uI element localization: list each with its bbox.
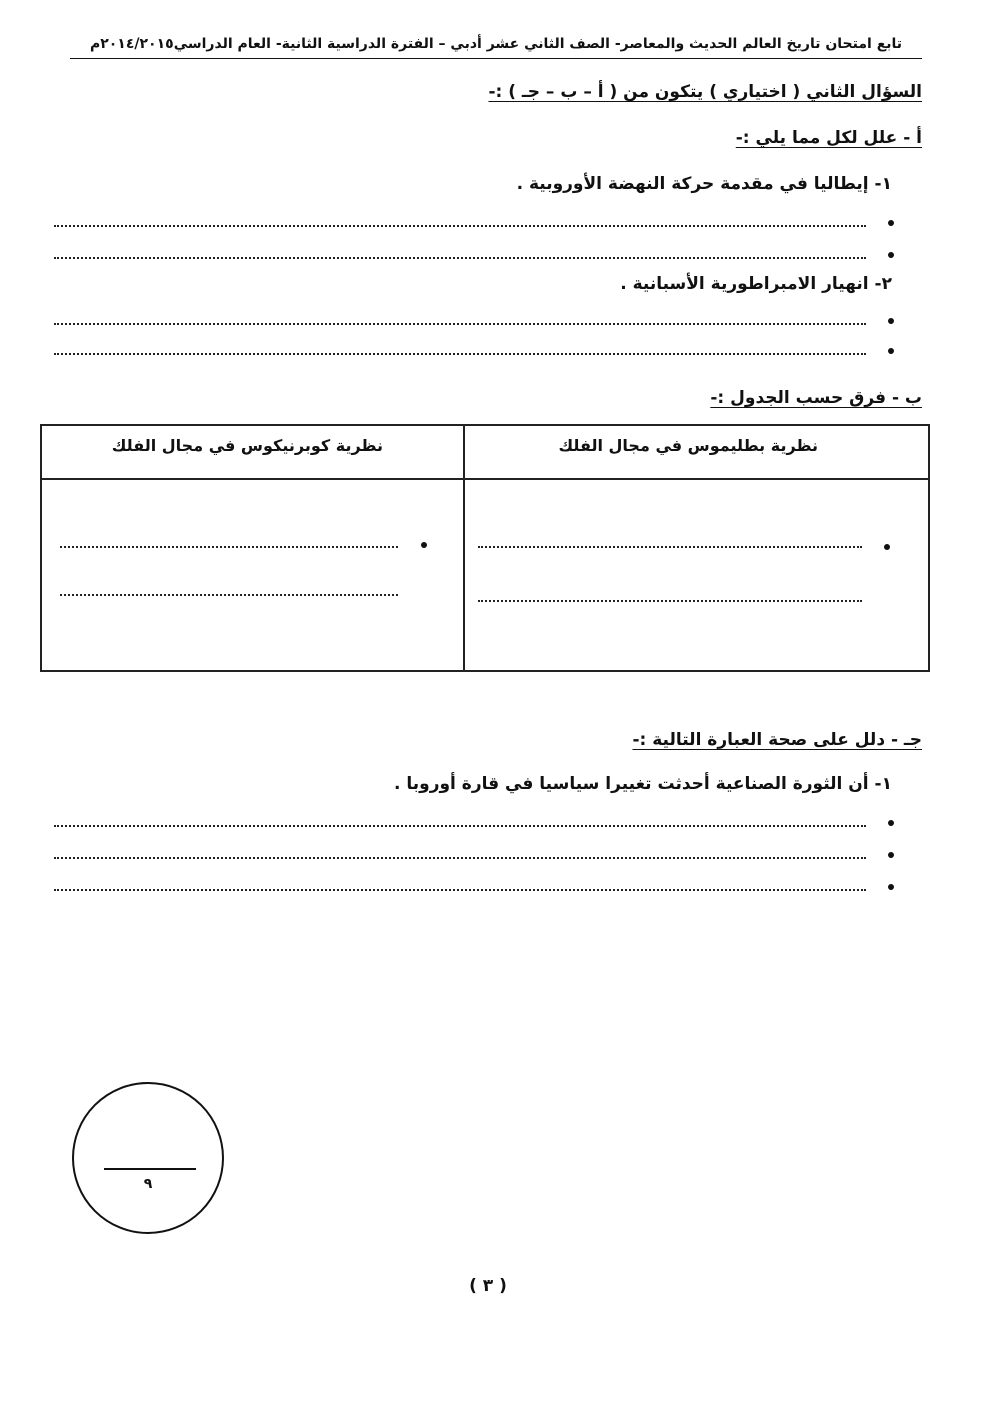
dotted-line bbox=[54, 353, 866, 355]
copernicus-answer-line[interactable] bbox=[60, 594, 398, 596]
answer-line[interactable] bbox=[54, 214, 894, 232]
ptolemy-cell-bullet bbox=[884, 544, 890, 550]
dotted-line bbox=[54, 257, 866, 259]
section-a-heading: أ - علل لكل مما يلي :- bbox=[735, 128, 922, 148]
table-header-divider bbox=[42, 478, 928, 480]
section-c-heading: جـ - دلل على صحة العبارة التالية :- bbox=[632, 730, 922, 750]
bullet-icon bbox=[888, 884, 894, 890]
score-fraction-bar bbox=[104, 1168, 196, 1170]
bullet-icon bbox=[421, 542, 427, 548]
score-denominator: ٩ bbox=[143, 1176, 153, 1192]
bullet-icon bbox=[888, 318, 894, 324]
dotted-line bbox=[54, 857, 866, 859]
bullet-icon bbox=[888, 220, 894, 226]
table-column-divider bbox=[463, 426, 465, 670]
copernicus-cell-bullet bbox=[421, 542, 427, 548]
exam-header: تابع امتحان تاريخ العالم الحديث والمعاصر- الصف الثاني عشر أدبي – الفترة الدراسية الثانية- العام الدراسي٢٠١٤/٢٠١٥م bbox=[89, 36, 903, 52]
score-circle bbox=[72, 1082, 224, 1234]
comparison-table bbox=[40, 424, 930, 672]
question-title: السؤال الثاني ( اختياري ) يتكون من ( أ – ب – جـ ) :- bbox=[488, 82, 922, 102]
ptolemy-answer-line[interactable] bbox=[478, 600, 862, 602]
bullet-icon bbox=[884, 544, 890, 550]
answer-line[interactable] bbox=[54, 342, 894, 360]
bullet-icon bbox=[888, 852, 894, 858]
section-b-heading: ب - فرق حسب الجدول :- bbox=[710, 388, 922, 408]
answer-line[interactable] bbox=[54, 878, 894, 896]
dotted-line bbox=[54, 323, 866, 325]
answer-line[interactable] bbox=[54, 312, 894, 330]
section-a-item-2: ٢- انهيار الامبراطورية الأسبانية . bbox=[620, 274, 892, 294]
bullet-icon bbox=[888, 820, 894, 826]
page-number: ( ٣ ) bbox=[469, 1276, 507, 1296]
dotted-line bbox=[54, 825, 866, 827]
answer-line[interactable] bbox=[54, 814, 894, 832]
dotted-line bbox=[54, 889, 866, 891]
answer-line[interactable] bbox=[54, 846, 894, 864]
section-c-item-1: ١- أن الثورة الصناعية أحدثت تغييرا سياسيا في قارة أوروبا . bbox=[393, 774, 892, 794]
table-header-ptolemy: نظرية بطليموس في مجال الفلك bbox=[558, 436, 818, 455]
bullet-icon bbox=[888, 252, 894, 258]
dotted-line bbox=[54, 225, 866, 227]
ptolemy-answer-line[interactable] bbox=[478, 546, 862, 548]
bullet-icon bbox=[888, 348, 894, 354]
answer-line[interactable] bbox=[54, 246, 894, 264]
copernicus-answer-line[interactable] bbox=[60, 546, 398, 548]
header-divider bbox=[70, 58, 922, 59]
section-a-item-1: ١- إيطاليا في مقدمة حركة النهضة الأوروبية . bbox=[516, 174, 892, 194]
table-header-copernicus: نظرية كوبرنيكوس في مجال الفلك bbox=[111, 436, 383, 455]
